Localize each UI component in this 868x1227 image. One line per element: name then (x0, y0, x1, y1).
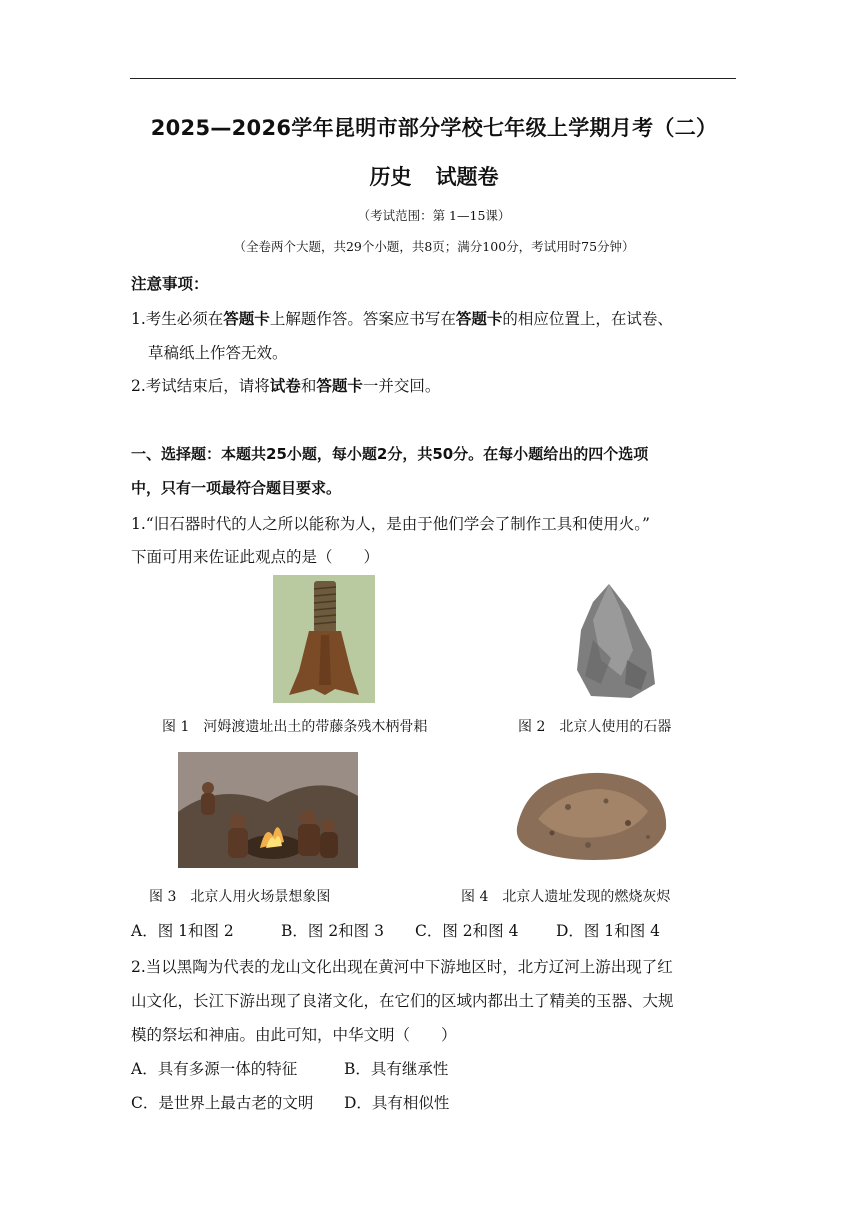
q1-stem-line1: 1.“旧石器时代的人之所以能称为人，是由于他们学会了制作工具和使用火。” (131, 515, 650, 533)
paper-type: 试题卷 (435, 165, 499, 189)
q1-option-c: C．图 2和图 4 (415, 922, 519, 940)
figure-3-caption: 图 3 北京人用火场景想象图 (149, 889, 331, 905)
figure-1-bone-spade (273, 575, 375, 703)
exam-subtitle (0, 161, 868, 191)
figure-4-burnt-ash (508, 763, 674, 863)
exam-scope: （考试范围：第 1—15课） (357, 208, 511, 223)
q2-stem-line1: 2.当以黑陶为代表的龙山文化出现在黄河中下游地区时，北方辽河上游出现了红 (131, 958, 673, 976)
figure-1-caption: 图 1 河姆渡遗址出土的带藤条残木柄骨耜 (162, 719, 428, 735)
notice-heading: 注意事项： (131, 275, 209, 293)
notice-item-1-cont: 草稿纸上作答无效。 (148, 344, 288, 362)
section1-heading-line1: 一、选择题：本题共25小题，每小题2分，共50分。在每小题给出的四个选项 (131, 445, 649, 463)
q2-stem-line2: 山文化，长江下游出现了良渚文化，在它们的区域内都出土了精美的玉器、大规 (131, 992, 674, 1010)
figure-2-stone-tool (571, 580, 661, 700)
q1-option-a: A．图 1和图 2 (131, 922, 234, 940)
figure-4-caption: 图 4 北京人遗址发现的燃烧灰烬 (461, 889, 671, 905)
q1-option-b: B．图 2和图 3 (281, 922, 384, 940)
q1-option-d: D．图 1和图 4 (556, 922, 661, 940)
figure-2-caption: 图 2 北京人使用的石器 (518, 719, 672, 735)
section1-heading-line2: 中，只有一项最符合题目要求。 (131, 479, 342, 497)
q2-stem-line3: 模的祭坛和神庙。由此可知，中华文明（ ） (131, 1026, 457, 1044)
notice-item-2: 2.考试结束后，请将试卷和答题卡一并交回。 (131, 377, 441, 395)
q2-option-b: B．具有继承性 (344, 1060, 449, 1078)
q1-stem-line2: 下面可用来佐证此观点的是（ ） (131, 548, 380, 566)
q2-option-c: C．是世界上最古老的文明 (131, 1094, 314, 1112)
figure-3-fire-scene (178, 752, 358, 868)
exam-info: （全卷两个大题，共29个小题，共8页；满分100分，考试用时75分钟） (233, 239, 635, 254)
subject-name: 历史 (369, 165, 412, 189)
exam-title: 2025—2026学年昆明市部分学校七年级上学期月考（二） (150, 116, 718, 140)
q2-option-d: D．具有相似性 (344, 1094, 450, 1112)
notice-item-1: 1.考生必须在答题卡上解题作答。答案应书写在答题卡的相应位置上，在试卷、 (131, 310, 673, 328)
q2-option-a: A．具有多源一体的特征 (131, 1060, 298, 1078)
top-rule (130, 78, 736, 79)
